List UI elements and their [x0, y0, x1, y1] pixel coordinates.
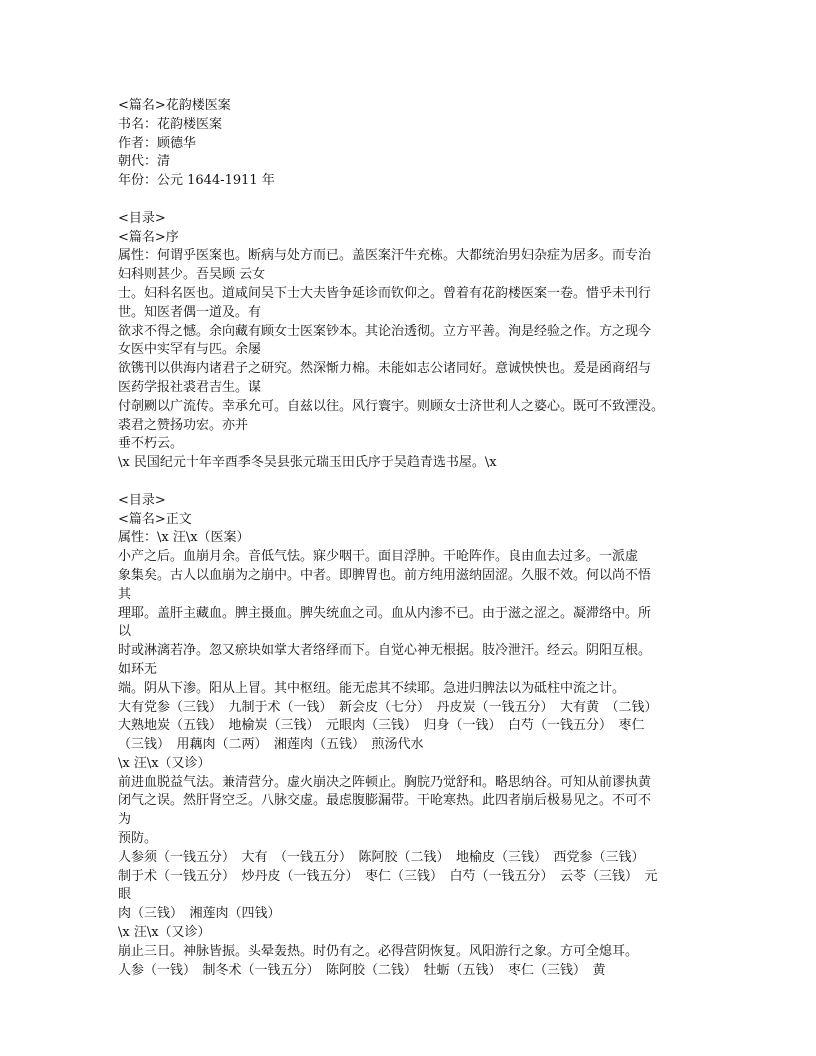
- text-line: 前进血脱益气法。兼清营分。虚火崩决之阵顿止。胸脘乃觉舒和。略思纳谷。可知从前谬执黄: [118, 774, 652, 790]
- text-line: 妇科则甚少。吾吴顾 云女: [118, 267, 266, 283]
- text-line: [118, 473, 702, 492]
- text-line: 大熟地炭（五钱） 地榆炭（三钱） 元眼肉（三钱） 归身（一钱） 白芍（一钱五分） 枣仁: [118, 718, 645, 734]
- text-line: \x 汪\x（又诊）: [118, 755, 211, 771]
- text-line: 为: [118, 812, 132, 828]
- text-line: [118, 191, 702, 210]
- text-line: <目录>: [118, 210, 166, 226]
- text-line: 端。阴从下渗。阳从上冒。其中枢纽。能无虑其不续耶。急进归脾法以为砥柱中流之计。: [118, 680, 626, 696]
- text-line: 士。妇科名医也。道咸间吴下士大夫皆争延诊而钦仰之。曾着有花韵楼医案一卷。惜乎未刊行: [118, 285, 652, 301]
- text-line: <篇名>序: [118, 229, 179, 245]
- text-line: 医药学报社裘君吉生。谋: [118, 379, 262, 395]
- text-line: 垂不朽云。: [118, 436, 184, 452]
- text-line: <篇名>正文: [118, 511, 192, 527]
- text-line: 人参（一钱） 制冬术（一钱五分） 陈阿胶（二钱） 牡蛎（五钱） 枣仁（三钱） 黄: [118, 962, 606, 978]
- text-line: 属性：\x 汪\x（医案）: [118, 530, 250, 546]
- text-line: 属性：何谓乎医案也。断病与处方而已。盖医案汗牛充栋。大都统治男妇杂症为居多。而专治: [118, 248, 652, 264]
- text-line: 闭气之误。然肝肾空乏。八脉交虚。最虑腹膨漏带。干呛寒热。此四者崩后极易见之。不可不: [118, 793, 652, 809]
- text-line: 眼: [118, 887, 132, 903]
- text-line: 人参须（一钱五分） 大有 （一钱五分） 陈阿胶（二钱） 地榆皮（三钱） 西党参（三钱）: [118, 849, 645, 865]
- text-line: 制于术（一钱五分） 炒丹皮（一钱五分） 枣仁（三钱） 白芍（一钱五分） 云苓（三钱） 元: [118, 868, 658, 884]
- text-line: \x 民国纪元十年辛酉季冬吴县张元瑞玉田氏序于吴趋青选书屋。\x: [118, 455, 497, 471]
- text-line: 欲镌刊以供海内诸君子之研究。然深惭力棉。未能如志公诸同好。意诚怏怏也。爰是函商绍与: [118, 361, 652, 377]
- text-line: \x 汪\x（又诊）: [118, 925, 211, 941]
- text-line: 朝代：清: [118, 154, 171, 170]
- text-line: <篇名>花韵楼医案: [118, 98, 231, 113]
- text-line: 时或淋漓若净。忽又瘀块如掌大者络绎而下。自觉心神无根据。肢冷泄汗。经云。阴阳互根。: [118, 643, 652, 659]
- document-text: [118, 97, 702, 980]
- text-line: 其: [118, 586, 132, 602]
- text-line: 崩止三日。神脉皆振。头晕轰热。时仍有之。必得营阴恢复。风阳游行之象。方可全熄耳。: [118, 943, 639, 959]
- text-line: 世。知医者偶一道及。有: [118, 304, 262, 320]
- text-line: （三钱） 用藕肉（二两） 湘莲肉（五钱） 煎汤代水: [118, 737, 424, 753]
- text-line: 书名：花韵楼医案: [118, 116, 223, 132]
- text-line: 象集矣。古人以血崩为之崩中。中者。即脾胃也。前方纯用滋纳固涩。久服不效。何以尚不悟: [118, 567, 652, 583]
- text-line: 作者：顾德华: [118, 135, 197, 151]
- text-line: 预防。: [118, 831, 158, 847]
- text-line: 欲求不得之憾。余向藏有顾女士医案钞本。其论治透彻。立方平善。洵是经验之作。方之现今: [118, 323, 652, 339]
- text-line: 以: [118, 624, 132, 640]
- text-line: <目录>: [118, 492, 166, 508]
- text-line: 付剞劂以广流传。幸承允可。自兹以往。风行寰宇。则顾女士济世利人之婆心。既可不致湮没。: [118, 398, 665, 414]
- text-line: 小产之后。血崩月余。音低气怯。寐少咽干。面目浮肿。干呛阵作。良由血去过多。一派虚: [118, 549, 639, 565]
- text-line: 裘君之赞扬功宏。亦并: [118, 417, 249, 433]
- text-line: 年份：公元 1644-1911 年: [118, 173, 275, 189]
- text-line: 肉（三钱） 湘莲肉（四钱）: [118, 906, 281, 922]
- text-line: 如环无: [118, 661, 158, 677]
- text-line: 大有党参（三钱） 九制于术（一钱） 新会皮（七分） 丹皮炭（一钱五分） 大有黄 （二钱）: [118, 699, 658, 715]
- text-line: 女医中实罕有与匹。余屡: [118, 342, 262, 358]
- text-line: 理耶。盖肝主藏血。脾主摄血。脾失统血之司。血从内渗不已。由于滋之涩之。凝滞络中。所: [118, 605, 652, 621]
